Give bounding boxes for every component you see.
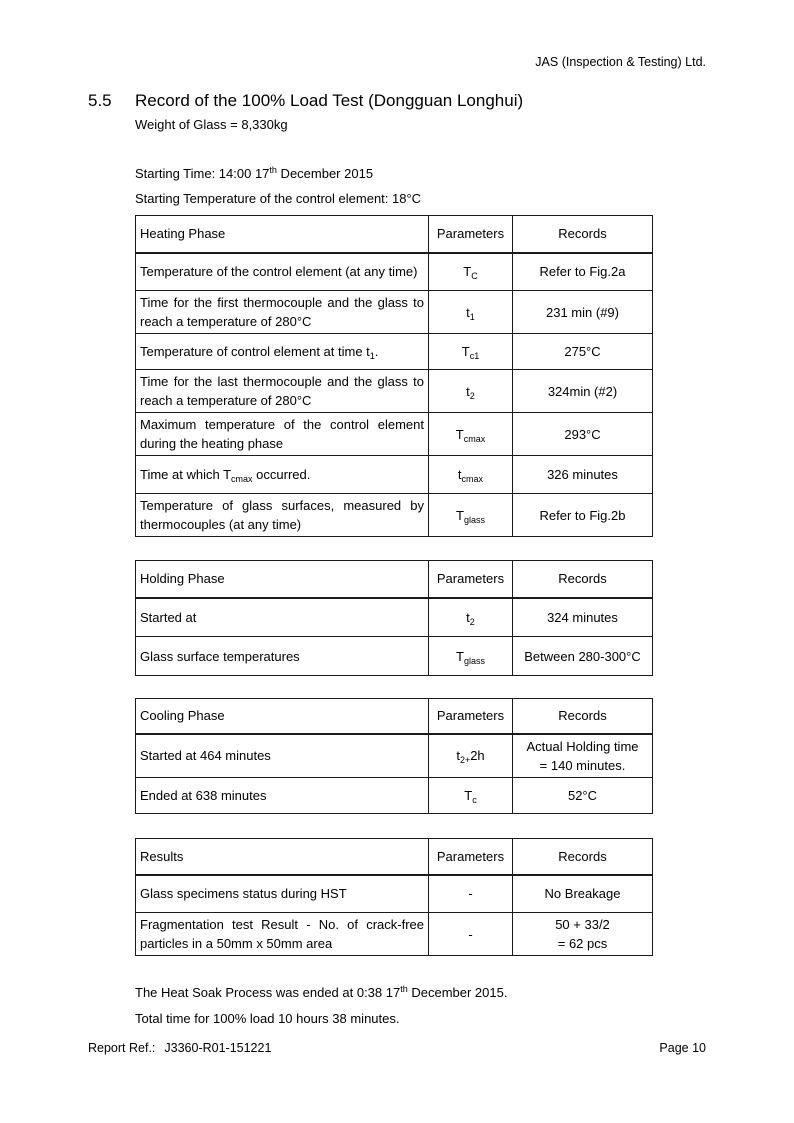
row-label: Fragmentation test Result - No. of crack-free particles in a 50mm x 50mm area xyxy=(136,913,429,956)
table-title: Cooling Phase xyxy=(136,699,429,734)
row-parameter: $t_2$ xyxy=(429,370,513,413)
table-row xyxy=(136,778,653,814)
row-parameter: $t_{2+}2h$ xyxy=(429,734,513,778)
row-label: Ended at 638 minutes xyxy=(136,778,429,814)
table-row xyxy=(136,913,653,956)
table-row xyxy=(136,370,653,413)
parameters-header: Parameters xyxy=(429,216,513,253)
report-ref xyxy=(88,1041,271,1056)
weight-line: Weight of Glass = 8,330kg xyxy=(135,117,288,132)
row-label: Time for the first thermocouple and the glass to reach a temperature of 280°C xyxy=(136,291,429,334)
company-name: JAS (Inspection & Testing) Ltd. xyxy=(535,55,706,69)
row-record: 50 + 33/2 = 62 pcs xyxy=(513,913,653,956)
table-row xyxy=(136,334,653,370)
row-record: 324 minutes xyxy=(513,598,653,637)
report-ref-label: Report Ref.: xyxy=(88,1041,156,1055)
row-parameter: - xyxy=(429,875,513,913)
row-label: Temperature of glass surfaces, measured by thermocouples (at any time) xyxy=(136,494,429,537)
row-parameter: $T_{cmax}$ xyxy=(429,413,513,456)
table-row xyxy=(136,253,653,291)
row-record: 231 min (#9) xyxy=(513,291,653,334)
row-record: 326 minutes xyxy=(513,456,653,494)
section-number: 5.5 xyxy=(88,91,112,110)
table-row xyxy=(136,494,653,537)
table-header-row xyxy=(136,699,653,734)
row-label: Temperature of the control element (at any time) xyxy=(136,253,429,291)
row-parameter: $t_{cmax}$ xyxy=(429,456,513,494)
report-ref-value: J3360-R01-151221 xyxy=(164,1041,272,1055)
results-table xyxy=(135,838,653,956)
parameters-header: Parameters xyxy=(429,839,513,875)
row-record: Between 280-300°C xyxy=(513,637,653,676)
row-record: 324min (#2) xyxy=(513,370,653,413)
row-parameter: $T_{glass}$ xyxy=(429,637,513,676)
table-row xyxy=(136,291,653,334)
parameters-header: Parameters xyxy=(429,699,513,734)
row-label: Time for the last thermocouple and the glass to reach a temperature of 280°C xyxy=(136,370,429,413)
row-record: Refer to Fig.2a xyxy=(513,253,653,291)
holding-phase-table xyxy=(135,560,653,676)
row-parameter: $T_{glass}$ xyxy=(429,494,513,537)
row-label: Time at which $T_{cmax}$ occurred. xyxy=(136,456,429,494)
section-heading xyxy=(88,91,706,111)
row-parameter: $T_{c1}$ xyxy=(429,334,513,370)
table-title: Results xyxy=(136,839,429,875)
row-parameter: $t_1$ xyxy=(429,291,513,334)
row-label: Glass specimens status during HST xyxy=(136,875,429,913)
table-row xyxy=(136,637,653,676)
table-header-row xyxy=(136,839,653,875)
starting-time-line: Starting Time: 14:00 17th December 2015 xyxy=(135,165,374,181)
page-footer xyxy=(88,1041,706,1056)
row-label: Temperature of control element at time $t_1$. xyxy=(136,334,429,370)
row-label: Started at 464 minutes xyxy=(136,734,429,778)
page-number: Page 10 xyxy=(659,1041,706,1055)
page-title: Record of the 100% Load Test (Dongguan Longhui) xyxy=(135,91,524,110)
row-record: Refer to Fig.2b xyxy=(513,494,653,537)
table-row xyxy=(136,413,653,456)
row-record: 52°C xyxy=(513,778,653,814)
records-header: Records xyxy=(513,699,653,734)
row-label: Started at xyxy=(136,598,429,637)
parameters-header: Parameters xyxy=(429,561,513,598)
records-header: Records xyxy=(513,216,653,253)
records-header: Records xyxy=(513,561,653,598)
total-time-line: Total time for 100% load 10 hours 38 minutes. xyxy=(135,1011,400,1026)
table-header-row xyxy=(136,561,653,598)
row-record: No Breakage xyxy=(513,875,653,913)
table-row xyxy=(136,875,653,913)
table-header-row xyxy=(136,216,653,253)
table-row xyxy=(136,734,653,778)
heat-soak-ended-line: The Heat Soak Process was ended at 0:38 17th December 2015. xyxy=(135,984,508,1000)
starting-temperature-line: Starting Temperature of the control element: 18°C xyxy=(135,191,422,206)
table-title: Holding Phase xyxy=(136,561,429,598)
table-title: Heating Phase xyxy=(136,216,429,253)
row-label: Glass surface temperatures xyxy=(136,637,429,676)
row-label: Maximum temperature of the control element during the heating phase xyxy=(136,413,429,456)
row-parameter: $T_C$ xyxy=(429,253,513,291)
records-header: Records xyxy=(513,839,653,875)
row-record: Actual Holding time = 140 minutes. xyxy=(513,734,653,778)
table-row xyxy=(136,598,653,637)
row-parameter: $T_c$ xyxy=(429,778,513,814)
row-record: 293°C xyxy=(513,413,653,456)
row-parameter: - xyxy=(429,913,513,956)
row-parameter: $t_2$ xyxy=(429,598,513,637)
row-record: 275°C xyxy=(513,334,653,370)
table-row xyxy=(136,456,653,494)
heating-phase-table xyxy=(135,215,653,537)
cooling-phase-table xyxy=(135,698,653,814)
